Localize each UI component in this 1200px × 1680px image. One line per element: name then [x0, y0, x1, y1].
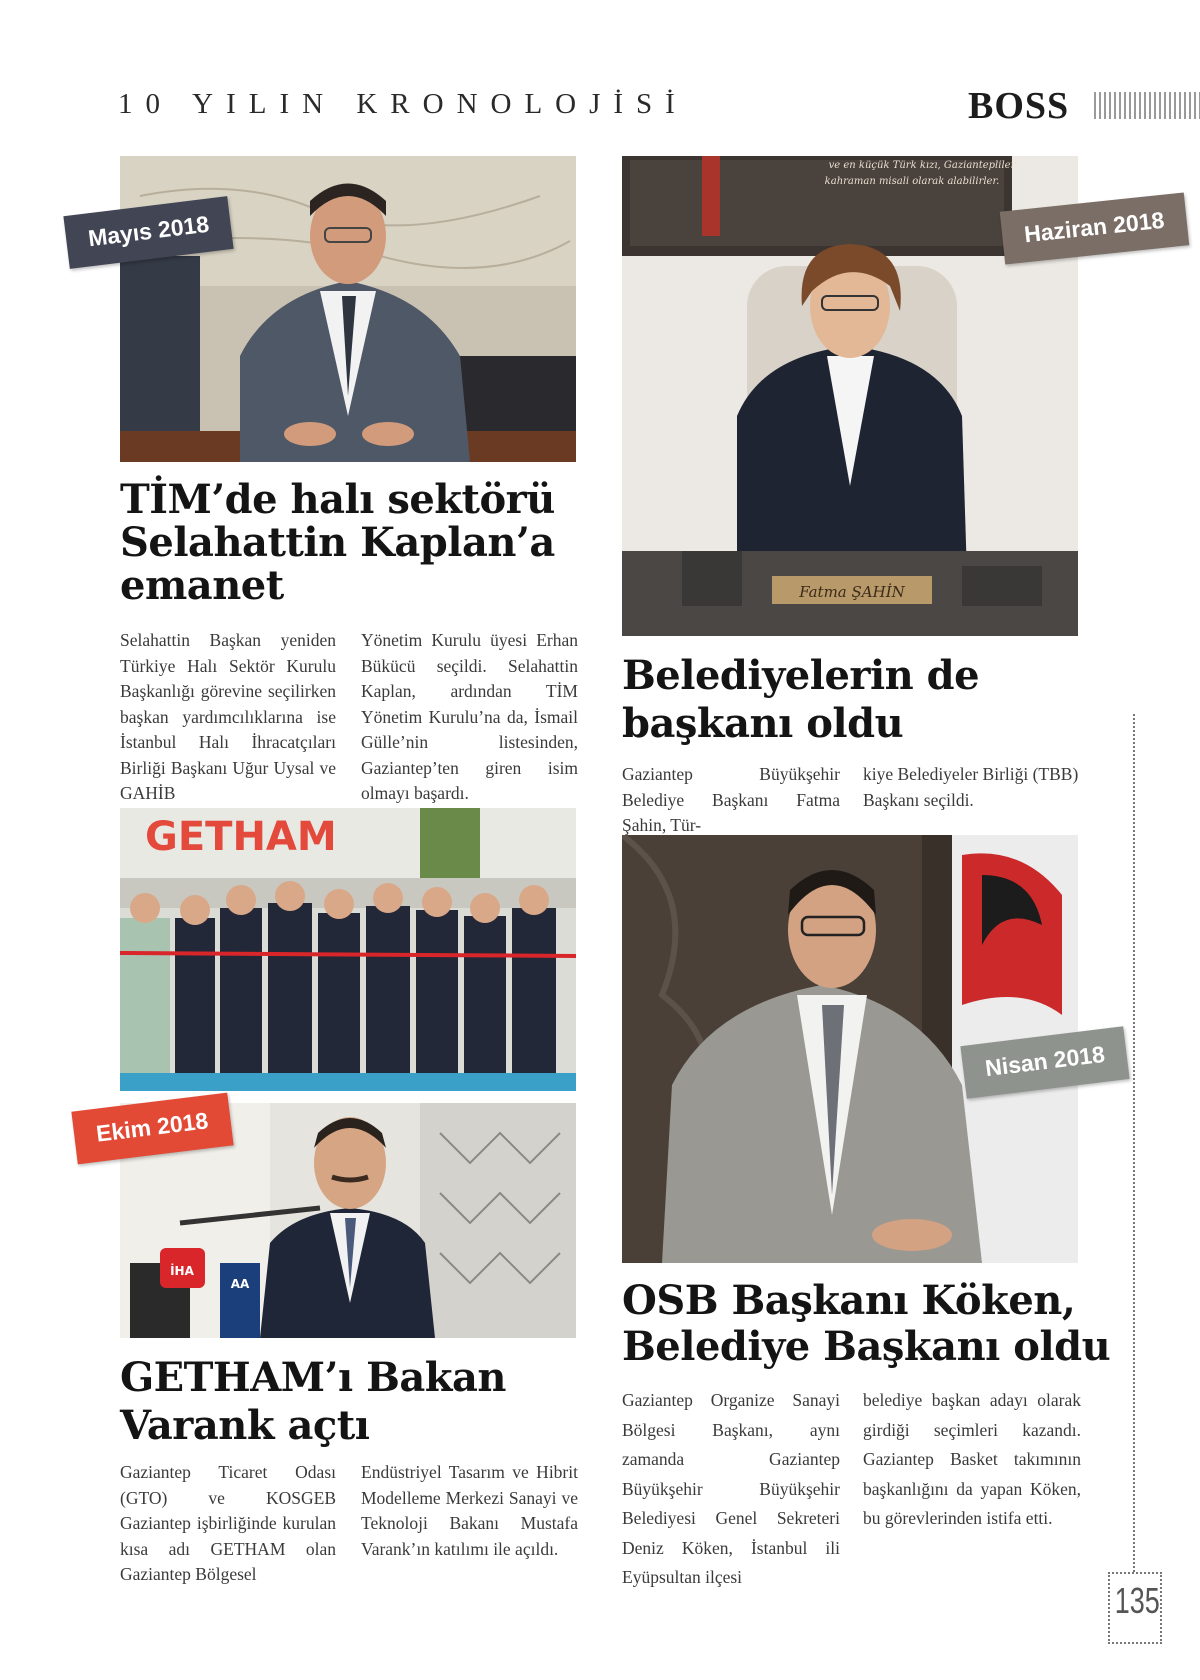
- frame-caption-1: ve en küçük Türk kızı, Gaziantepliler: [828, 160, 1016, 171]
- logo-barcode-decoration: [1094, 92, 1200, 119]
- date-tag-nisan-2018: Nisan 2018: [960, 1026, 1129, 1099]
- headline-belediyelerin-baskani: Belediyelerin de başkanı oldu: [622, 652, 980, 747]
- mic-label-iha: İHA: [170, 1264, 194, 1278]
- date-tag-mayis-2018: Mayıs 2018: [63, 196, 234, 269]
- section-title: 10 YILIN KRONOLOJİSİ: [118, 88, 688, 120]
- mic-label-aa: AA: [230, 1277, 250, 1291]
- date-tag-haziran-2018: Haziran 2018: [1000, 192, 1189, 264]
- article-3-col-2: Endüstriyel Tasarım ve Hibrit Modelleme Merkezi Sanayi ve Teknoloji Bakanı Mustafa Varank’ın katılımı ile açıldı.: [361, 1462, 578, 1559]
- article-2-col-2: kiye Belediyeler Birliği (TBB) Başkanı seçildi.: [863, 764, 1079, 810]
- date-tag-ekim-2018: Ekim 2018: [71, 1093, 233, 1165]
- frame-caption-2: kahraman misali olarak alabilirler.: [824, 176, 1000, 187]
- photo-getham-ribbon-cutting: [120, 808, 576, 1091]
- magazine-logo: BOSS: [968, 85, 1070, 127]
- article-1-col-2: Yönetim Kurulu üyesi Erhan Bükücü seçildi. Selahattin Kaplan, ardından TİM Yönetim Kurulu’na da, İsmail Gülle’nin listesinden, Gaziantep’ten giren isim olmayı başardı.: [361, 630, 578, 803]
- headline-tim-hali: TİM’de halı sektörü Selahattin Kaplan’a emanet: [120, 476, 555, 609]
- headline-osb-koken: OSB Başkanı Köken, Belediye Başkanı oldu: [622, 1277, 1111, 1370]
- article-4-col-1: Gaziantep Organize Sanayi Bölgesi Başkanı, aynı zamanda Gaziantep Büyükşehir Büyükşehir Belediyesi Genel Sekreteri Deniz Köken, İstanbul ili Eyüpsultan ilçesi: [622, 1390, 840, 1587]
- article-4-col-2: belediye başkan adayı olarak girdiği seçimleri kazandı. Gaziantep Basket takımının başkanlığını da yapan Köken, bu görevlerinden istifa etti.: [863, 1390, 1081, 1528]
- headline-getham-varank: GETHAM’ı Bakan Varank açtı: [120, 1354, 507, 1449]
- page-number-guide-line: [1133, 714, 1135, 1572]
- article-1-col-1: Selahattin Başkan yeniden Türkiye Halı Sektör Kurulu Başkanlığı görevine seçilirken başkan yardımcılıklarına ise İstanbul Halı İhracatçıları Birliği Başkanı Uğur Uysal ve GAHİB: [120, 630, 336, 803]
- article-2-col-1: Gaziantep Büyükşehir Belediye Başkanı Fatma Şahin, Tür-: [622, 764, 840, 835]
- getham-sign: GETHAM: [145, 814, 337, 860]
- page-number: 135: [1114, 1580, 1160, 1621]
- article-3-col-1: Gaziantep Ticaret Odası (GTO) ve KOSGEB Gaziantep işbirliğinde kurulan kısa adı GETHAM olan Gaziantep Bölgesel: [120, 1462, 336, 1584]
- nameplate-text: Fatma ŞAHİN: [799, 583, 905, 601]
